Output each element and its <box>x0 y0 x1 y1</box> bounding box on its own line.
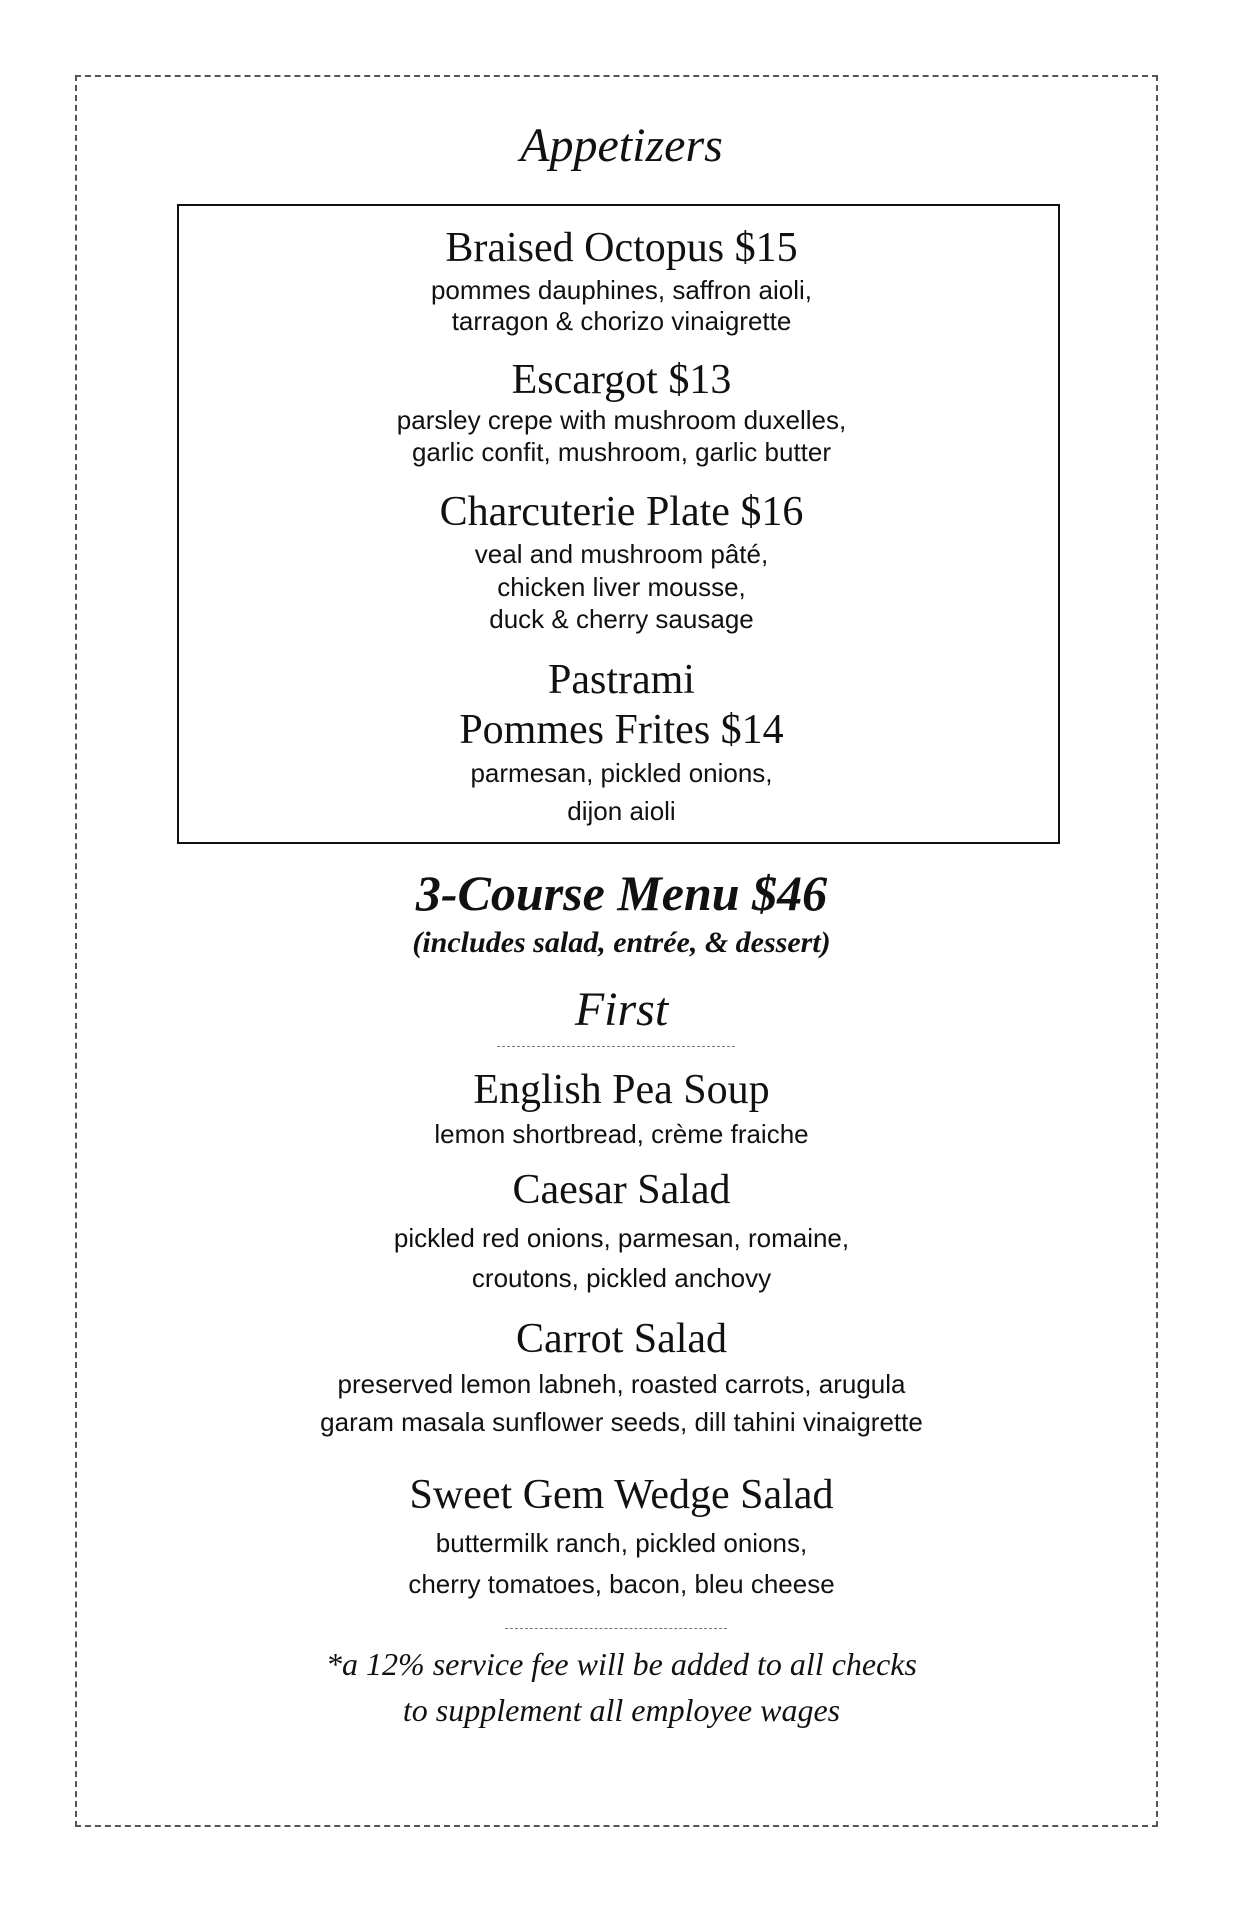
item-desc-carrot-2: garam masala sunflower seeds, dill tahini vinaigrette <box>320 1407 923 1437</box>
item-desc-carrot-1: preserved lemon labneh, roasted carrots, arugula <box>337 1369 906 1399</box>
item-desc-caesar-2: croutons, pickled anchovy <box>471 1263 772 1293</box>
service-fee-note-1: *a 12% service fee will be added to all checks <box>326 1646 917 1682</box>
item-name-sweet-gem-wedge: Sweet Gem Wedge Salad <box>409 1472 834 1518</box>
item-desc-braised-octopus-1: pommes dauphines, saffron aioli, <box>430 275 813 305</box>
first-divider <box>497 1046 735 1047</box>
course-menu-title: 3-Course Menu $46 <box>415 865 828 921</box>
item-name-pastrami-2: Pommes Frites $14 <box>459 707 784 753</box>
service-fee-note-2: to supplement all employee wages <box>402 1692 841 1728</box>
item-name-escargot: Escargot $13 <box>511 357 732 403</box>
item-name-braised-octopus: Braised Octopus $15 <box>445 225 798 271</box>
first-title: First <box>574 983 669 1036</box>
item-desc-pastrami-2: dijon aioli <box>567 796 676 826</box>
item-name-charcuterie-plate: Charcuterie Plate $16 <box>439 489 804 535</box>
item-desc-escargot-1: parsley crepe with mushroom duxelles, <box>396 405 847 435</box>
item-desc-charcuterie-1: veal and mushroom pâté, <box>474 539 769 569</box>
item-name-carrot-salad: Carrot Salad <box>515 1316 728 1362</box>
item-desc-charcuterie-3: duck & cherry sausage <box>489 604 754 634</box>
item-name-caesar-salad: Caesar Salad <box>512 1167 731 1213</box>
item-desc-sweet-gem-2: cherry tomatoes, bacon, bleu cheese <box>408 1569 835 1599</box>
item-name-english-pea-soup: English Pea Soup <box>473 1067 770 1113</box>
item-desc-english-pea-soup: lemon shortbread, crème fraiche <box>434 1119 809 1149</box>
item-desc-escargot-2: garlic confit, mushroom, garlic butter <box>411 437 832 467</box>
item-desc-pastrami-1: parmesan, pickled onions, <box>470 758 773 788</box>
item-desc-sweet-gem-1: buttermilk ranch, pickled onions, <box>435 1528 808 1558</box>
appetizers-title: Appetizers <box>520 119 723 172</box>
course-menu-subtitle: (includes salad, entrée, & dessert) <box>412 926 831 959</box>
item-desc-caesar-1: pickled red onions, parmesan, romaine, <box>393 1223 850 1253</box>
item-name-pastrami-1: Pastrami <box>548 657 695 703</box>
item-desc-charcuterie-2: chicken liver mousse, <box>497 572 746 602</box>
item-desc-braised-octopus-2: tarragon & chorizo vinaigrette <box>451 306 792 336</box>
footer-divider <box>505 1628 727 1629</box>
